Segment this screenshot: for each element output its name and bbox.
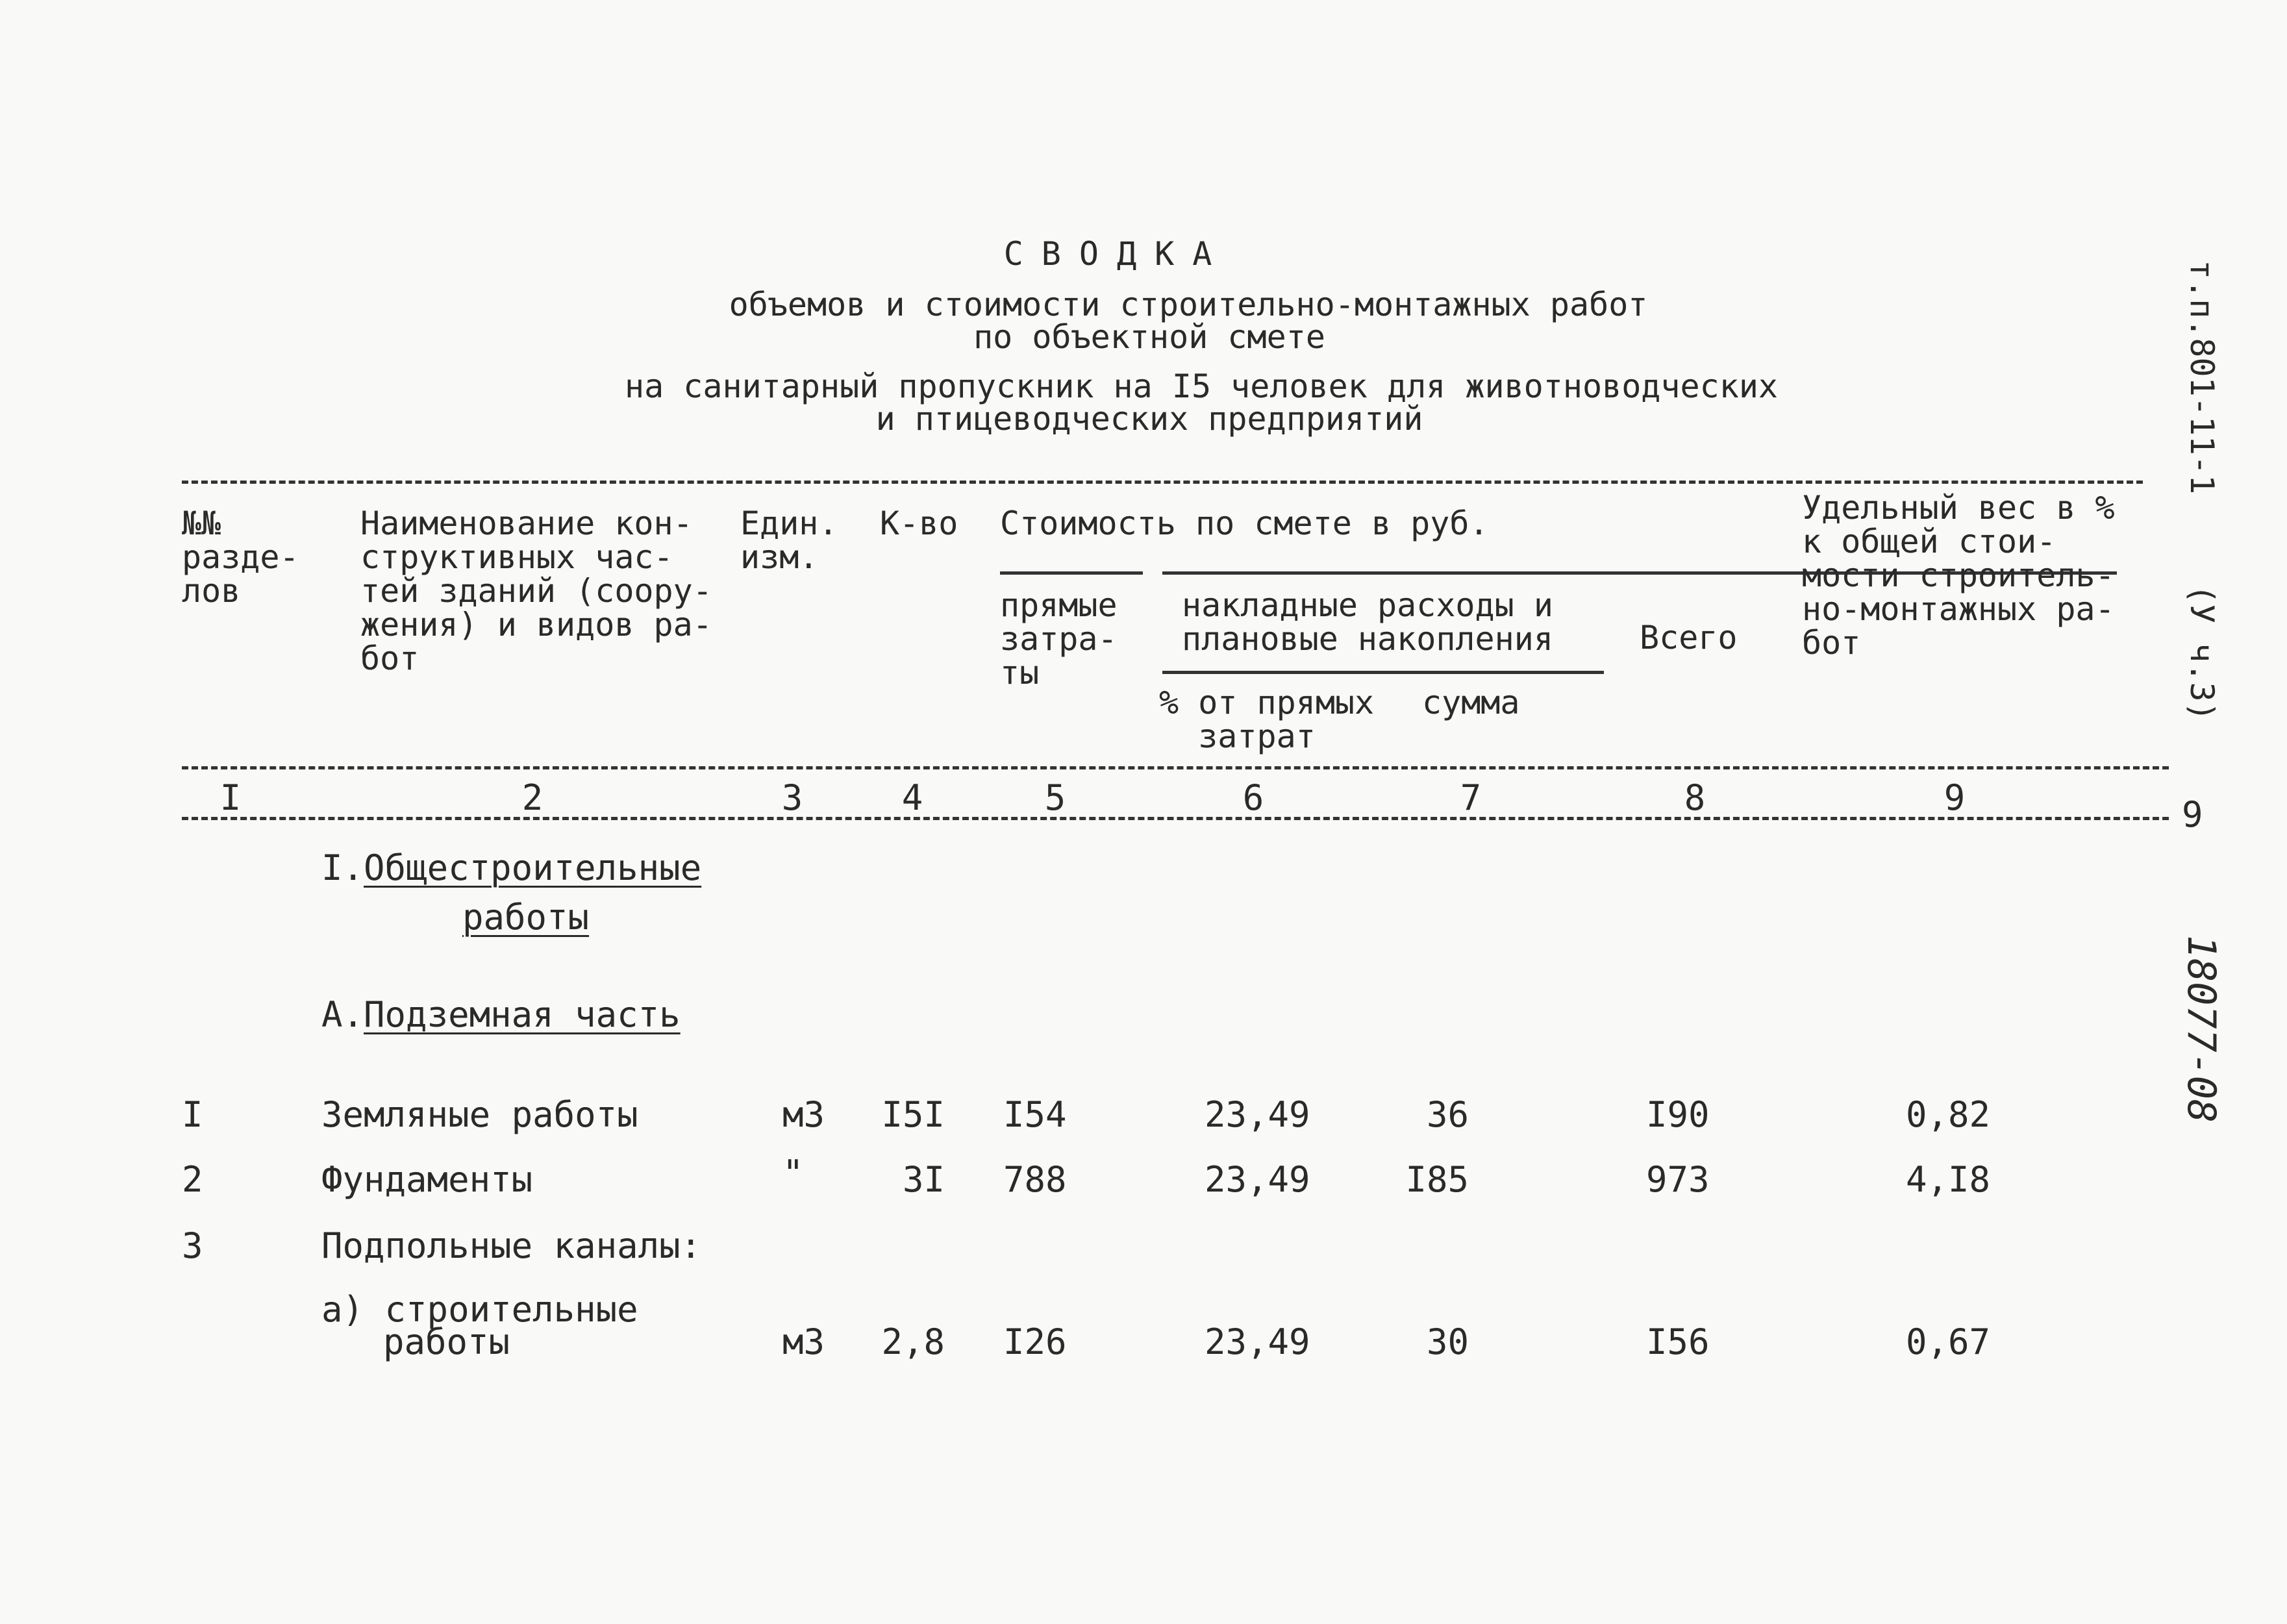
subtitle-line-1: объемов и стоимости строительно-монтажных работ	[729, 286, 1648, 323]
row-unit: м3	[782, 1321, 825, 1362]
subsection-title: Подземная часть	[364, 994, 681, 1035]
subtitle-line-2: по объектной смете	[973, 318, 1325, 356]
section-prefix: I.	[321, 847, 364, 888]
header-overhead-group: накладные расходы и плановые накопления	[1182, 586, 1553, 658]
section-title: Общестроительные	[364, 847, 702, 888]
row-sum: 30	[1426, 1321, 1469, 1362]
column-number: 6	[1242, 777, 1264, 818]
header-total: Всего	[1640, 619, 1738, 656]
column-number: 5	[1044, 777, 1066, 818]
row-unit: м3	[782, 1094, 825, 1135]
header-direct-costs: прямые затра- ты	[1000, 586, 1118, 692]
row-percent: 23,49	[1205, 1094, 1310, 1135]
row-quantity: I5I	[881, 1094, 945, 1135]
row-direct-costs: I54	[1003, 1094, 1067, 1135]
column-number: 3	[781, 777, 803, 818]
header-bottom-rule	[182, 766, 2169, 769]
row-name: Подпольные каналы:	[321, 1225, 702, 1266]
header-top-rule	[182, 481, 2143, 484]
page-number: 9	[2182, 794, 2203, 835]
column-number: 2	[521, 777, 544, 818]
header-sum: сумма	[1422, 684, 1520, 721]
row-name-continued: работы	[383, 1321, 510, 1362]
header-name: Наименование кон- структивных час- тей зданий (соору- жения) и видов ра- бот	[360, 505, 712, 677]
row-sum: I85	[1405, 1159, 1469, 1200]
section-heading	[321, 847, 702, 888]
row-quantity: 2,8	[881, 1321, 945, 1362]
overhead-group-rule	[1162, 671, 1604, 674]
row-number: 2	[182, 1159, 203, 1200]
margin-part-label: (У ч.3)	[2183, 584, 2221, 721]
header-percent: % от прямых затрат	[1159, 684, 1375, 755]
column-number: I	[219, 777, 242, 818]
row-percent: 23,49	[1205, 1321, 1310, 1362]
row-sum: 36	[1426, 1094, 1469, 1135]
row-unit: "	[782, 1153, 804, 1193]
row-number: I	[182, 1094, 203, 1135]
margin-inventory-number: 18077-08	[2179, 935, 2224, 1123]
subsection-heading	[321, 994, 681, 1035]
cost-group-rule-a	[1000, 571, 1143, 575]
column-number: 4	[901, 777, 923, 818]
row-name: а) строительные	[321, 1289, 638, 1330]
row-weight: 0,67	[1905, 1321, 1990, 1362]
header-unit: Един. изм.	[740, 505, 838, 576]
row-quantity: 3I	[902, 1159, 945, 1200]
row-percent: 23,49	[1205, 1159, 1310, 1200]
subsection-prefix: А.	[321, 994, 364, 1035]
row-weight: 0,82	[1905, 1094, 1990, 1135]
row-total: I56	[1646, 1321, 1710, 1362]
row-direct-costs: I26	[1003, 1321, 1067, 1362]
column-number: 7	[1460, 777, 1482, 818]
header-weight: Удельный вес в % к общей стои- мости строитель- но-монтажных ра- бот	[1802, 489, 2115, 662]
header-cost-group: Стоимость по смете в руб.	[1000, 505, 1489, 542]
column-numbers-rule	[182, 817, 2169, 820]
column-number: 9	[1943, 777, 1966, 818]
row-name: Земляные работы	[321, 1094, 638, 1135]
row-total: 973	[1646, 1159, 1710, 1200]
row-total: I90	[1646, 1094, 1710, 1135]
section-title-continued: работы	[462, 897, 590, 938]
header-section-number: №№ разде- лов	[182, 505, 299, 610]
margin-project-code: т.п.801-11-1	[2183, 260, 2221, 495]
row-name: Фундаменты	[321, 1159, 533, 1200]
document-title: СВОДКА	[1003, 235, 1231, 273]
subtitle-line-4: и птицеводческих предприятий	[875, 400, 1423, 438]
row-number: 3	[182, 1225, 203, 1266]
row-direct-costs: 788	[1003, 1159, 1067, 1200]
subtitle-line-3: на санитарный пропускник на I5 человек для животноводческих	[624, 368, 1779, 405]
column-number: 8	[1684, 777, 1706, 818]
header-quantity: К-во	[880, 505, 958, 542]
row-weight: 4,I8	[1905, 1159, 1990, 1200]
